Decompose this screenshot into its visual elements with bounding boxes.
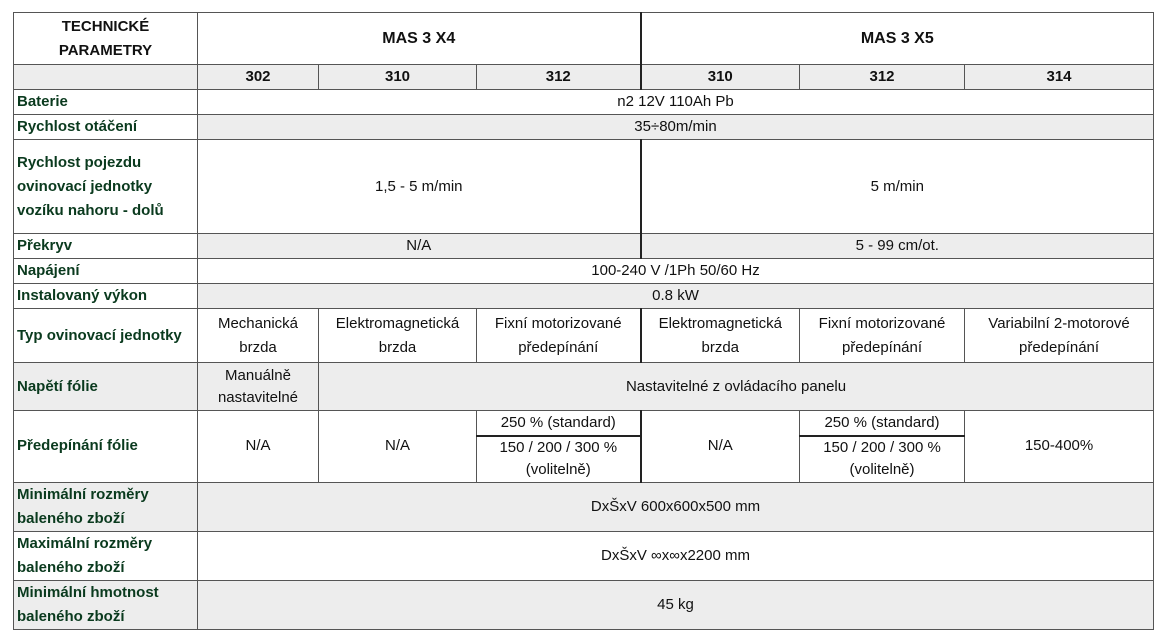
value-predepinani-314: 150-400% xyxy=(965,411,1154,483)
row-label-napeti: Napětí fólie xyxy=(14,363,198,411)
value-typ-312-x5: Fixní motorizované předepínání xyxy=(800,309,965,363)
value-typ-302: Mechanická brzda xyxy=(198,309,319,363)
row-label-max-rozmery: Maximální rozměry baleného zboží xyxy=(14,531,198,580)
value-predepinani-312-x5-optional: 150 / 200 / 300 % (volitelně) xyxy=(800,436,965,482)
title-text: TECHNICKÉ PARAMETRY xyxy=(58,17,153,59)
row-label-napajeni: Napájení xyxy=(14,259,198,284)
model-header-312-x4: 312 xyxy=(477,65,641,90)
value-typ-312-x4: Fixní motorizované předepínání xyxy=(477,309,641,363)
model-header-312-x5: 312 xyxy=(800,65,965,90)
row-label-min-rozmery: Minimální rozměry baleného zboží xyxy=(14,482,198,531)
value-rychlost-otaceni: 35÷80m/min xyxy=(198,115,1154,140)
value-typ-310-x4: Elektromagnetická brzda xyxy=(319,309,477,363)
value-baterie: n2 12V 110Ah Pb xyxy=(198,90,1154,115)
value-min-rozmery: DxŠxV 600x600x500 mm xyxy=(198,482,1154,531)
value-hmotnost: 45 kg xyxy=(198,580,1154,629)
value-predepinani-302: N/A xyxy=(198,411,319,483)
value-napajeni: 100-240 V /1Ph 50/60 Hz xyxy=(198,259,1154,284)
value-predepinani-312-x4-standard: 250 % (standard) xyxy=(477,411,641,437)
value-rychlost-pojezdu-x5: 5 m/min xyxy=(641,140,1154,234)
row-label-hmotnost: Minimální hmotnost baleného zboží xyxy=(14,580,198,629)
value-predepinani-310-x4: N/A xyxy=(319,411,477,483)
model-header-314: 314 xyxy=(965,65,1154,90)
row-label-baterie: Baterie xyxy=(14,90,198,115)
value-napeti-rest: Nastavitelné z ovládacího panelu xyxy=(319,363,1154,411)
value-napeti-302: Manuálně nastavitelné xyxy=(198,363,319,411)
table-title xyxy=(14,13,198,65)
model-header-empty xyxy=(14,65,198,90)
group-header-x5: MAS 3 X5 xyxy=(641,13,1154,65)
row-label-predepinani: Předepínání fólie xyxy=(14,411,198,483)
row-label-rychlost-pojezdu: Rychlost pojezdu ovinovací jednotky vozíku nahoru - dolů xyxy=(14,140,198,234)
value-vykon: 0.8 kW xyxy=(198,284,1154,309)
value-prekryv-x4: N/A xyxy=(198,234,641,259)
group-header-x4: MAS 3 X4 xyxy=(198,13,641,65)
value-typ-310-x5: Elektromagnetická brzda xyxy=(641,309,800,363)
model-header-302: 302 xyxy=(198,65,319,90)
row-label-vykon: Instalovaný výkon xyxy=(14,284,198,309)
value-max-rozmery: DxŠxV ∞x∞x2200 mm xyxy=(198,531,1154,580)
row-label-typ: Typ ovinovací jednotky xyxy=(14,309,198,363)
value-prekryv-x5: 5 - 99 cm/ot. xyxy=(641,234,1154,259)
value-predepinani-312-x5-standard: 250 % (standard) xyxy=(800,411,965,437)
model-header-310-x5: 310 xyxy=(641,65,800,90)
model-header-310-x4: 310 xyxy=(319,65,477,90)
row-label-rychlost-otaceni: Rychlost otáčení xyxy=(14,115,198,140)
row-label-prekryv: Překryv xyxy=(14,234,198,259)
value-typ-314: Variabilní 2-motorové předepínání xyxy=(965,309,1154,363)
value-predepinani-310-x5: N/A xyxy=(641,411,800,483)
value-predepinani-312-x4-optional: 150 / 200 / 300 % (volitelně) xyxy=(477,436,641,482)
value-rychlost-pojezdu-x4: 1,5 - 5 m/min xyxy=(198,140,641,234)
technical-parameters-table xyxy=(13,12,1154,630)
